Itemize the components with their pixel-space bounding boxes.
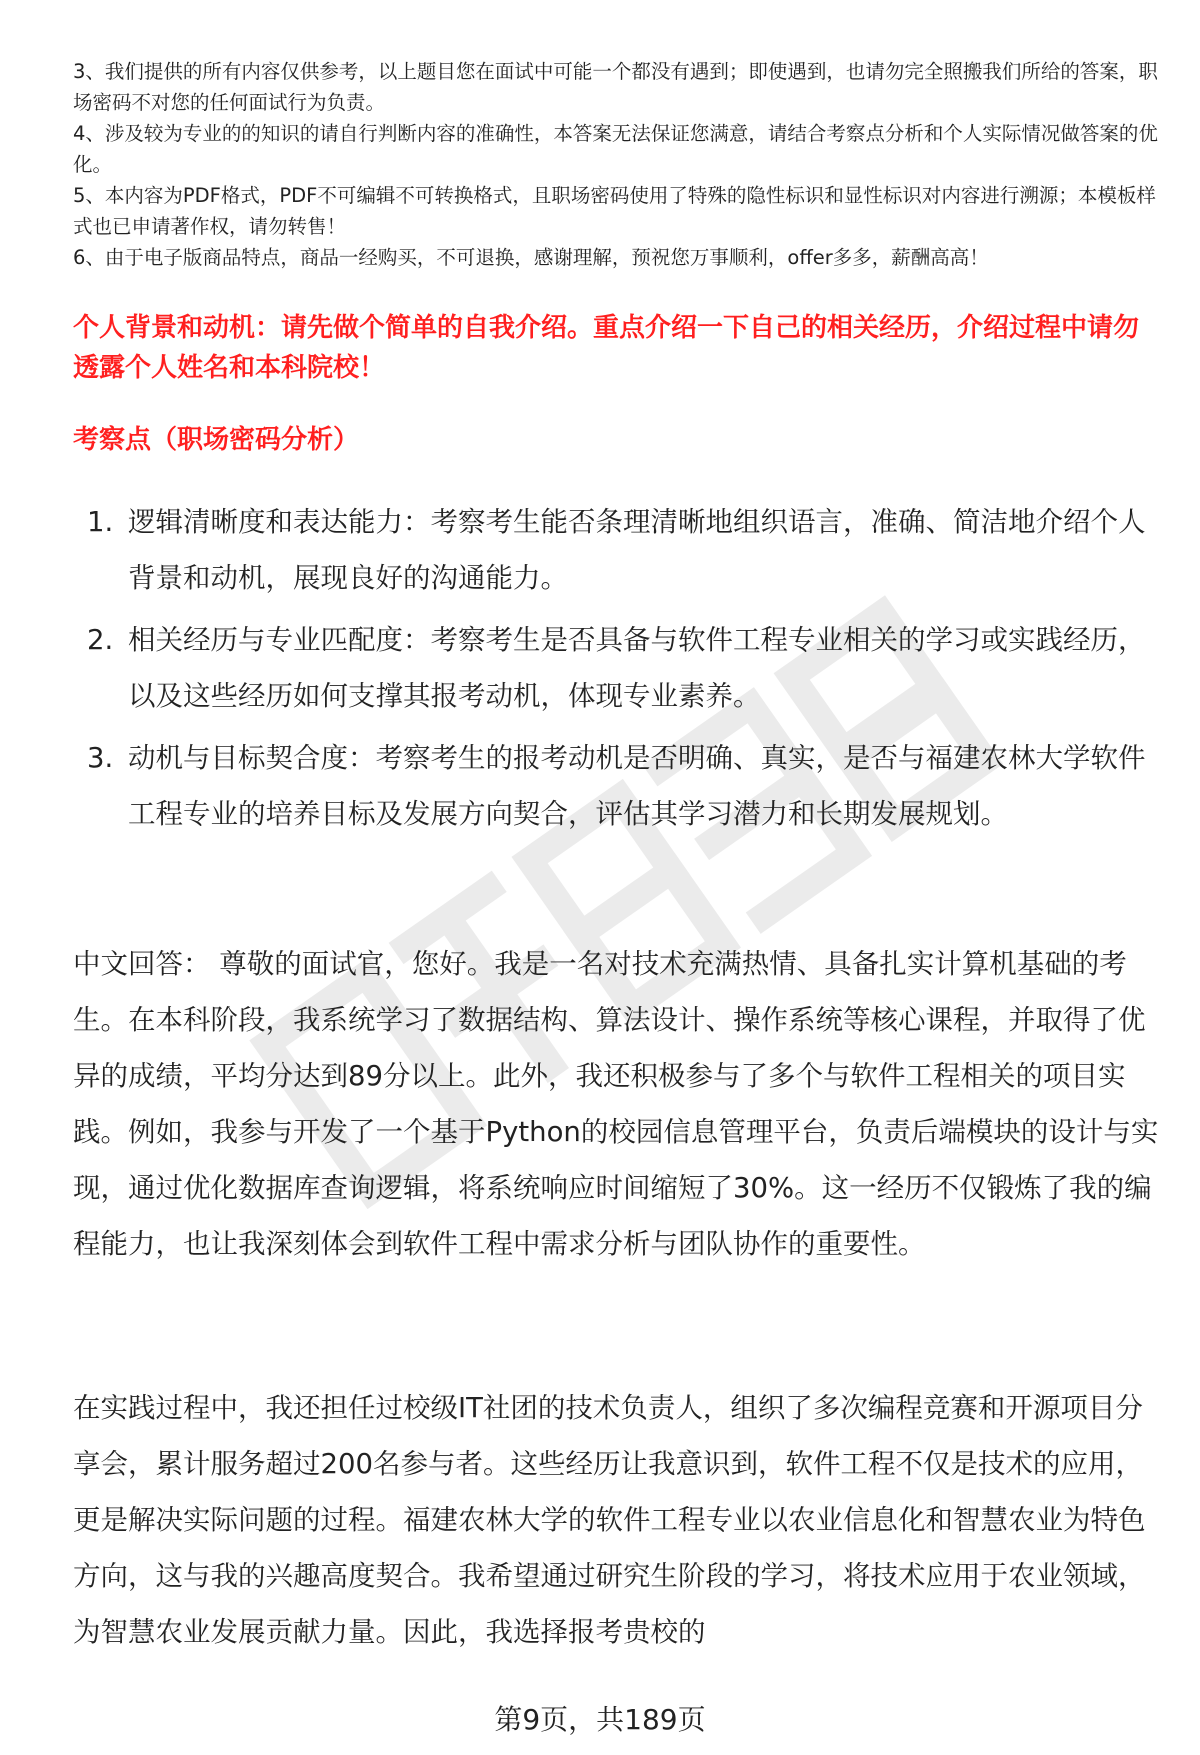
assessment-point <box>73 612 1163 724</box>
point-text: 相关经历与专业匹配度：考察考生是否具备与软件工程专业相关的学习或实践经历，以及这些经历如何支撑其报考动机，体现专业素养。 <box>128 624 1146 712</box>
note-item: 5、本内容为PDF格式，PDF不可编辑不可转换格式，且职场密码使用了特殊的隐性标识和显性标识对内容进行溯源；本模板样式也已申请著作权，请勿转售！ <box>73 184 1156 238</box>
answer-paragraph-2: 在实践过程中，我还担任过校级IT社团的技术负责人，组织了多次编程竞赛和开源项目分享会，累计服务超过200名参与者。这些经历让我意识到，软件工程不仅是技术的应用，更是解决实际问题的过程。福建农林大学的软件工程专业以农业信息化和智慧农业为特色方向，这与我的兴趣高度契合。我希望通过研究生阶段的学习，将技术应用于农业领域，为智慧农业发展贡献力量。因此，我选择报考贵校的 <box>73 1392 1146 1648</box>
point-text: 逻辑清晰度和表达能力：考察考生能否条理清晰地组织语言，准确、简洁地介绍个人背景和动机，展现良好的沟通能力。 <box>128 506 1146 594</box>
assessment-title: 考察点（职场密码分析） <box>73 425 360 455</box>
note-item: 6、由于电子版商品特点，商品一经购买，不可退换，感谢理解，预祝您万事顺利，offer多多，薪酬高高！ <box>73 246 989 269</box>
point-number: 2. <box>87 624 114 656</box>
disclaimer-notes <box>73 56 1163 273</box>
point-text: 动机与目标契合度：考察考生的报考动机是否明确、真实，是否与福建农林大学软件工程专业的培养目标及发展方向契合，评估其学习潜力和长期发展规划。 <box>128 742 1146 830</box>
answer-paragraph-1: 中文回答： 尊敬的面试官，您好。我是一名对技术充满热情、具备扎实计算机基础的考生。在本科阶段，我系统学习了数据结构、算法设计、操作系统等核心课程，并取得了优异的成绩，平均分达到89分以上。此外，我还积极参与了多个与软件工程相关的项目实践。例如，我参与开发了一个基于Python的校园信息管理平台，负责后端模块的设计与实现，通过优化数据库查询逻辑，将系统响应时间缩短了30%。这一经历不仅锻炼了我的编程能力，也让我深刻体会到软件工程中需求分析与团队协作的重要性。 <box>73 948 1159 1260</box>
note-item: 4、涉及较为专业的的知识的请自行判断内容的准确性，本答案无法保证您满意，请结合考察点分析和个人实际情况做答案的优化。 <box>73 122 1158 176</box>
page-number-footer: 第9页，共189页 <box>494 1703 706 1736</box>
question-heading: 个人背景和动机：请先做个简单的自我介绍。重点介绍一下自己的相关经历，介绍过程中请勿透露个人姓名和本科院校！ <box>73 313 1140 383</box>
point-number: 1. <box>87 506 114 538</box>
point-number: 3. <box>87 742 114 774</box>
note-item: 3、我们提供的所有内容仅供参考，以上题目您在面试中可能一个都没有遇到；即使遇到，也请勿完全照搬我们所给的答案，职场密码不对您的任何面试行为负责。 <box>73 60 1158 114</box>
assessment-point <box>73 730 1163 842</box>
assessment-points-list <box>73 494 1163 848</box>
assessment-point <box>73 494 1163 606</box>
